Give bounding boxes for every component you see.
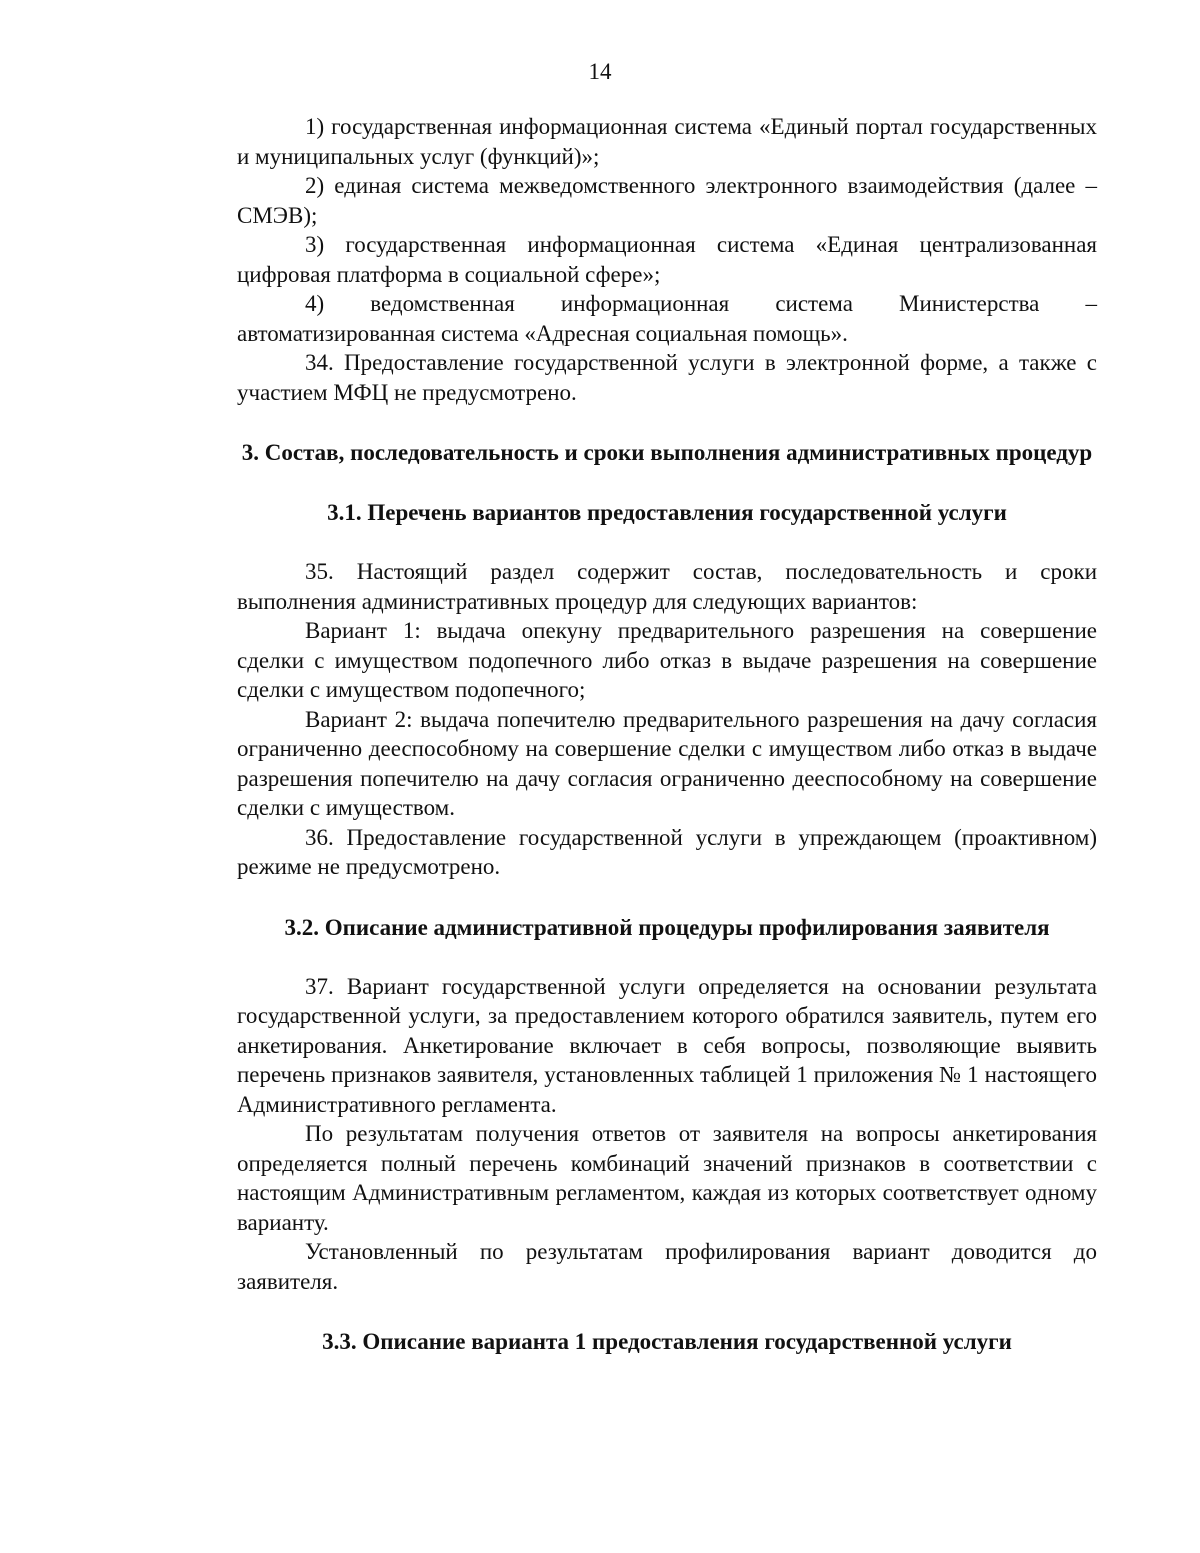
section-3-1-heading: 3.1. Перечень вариантов предоставления государственной услуги: [327, 500, 1007, 525]
section-3-2-heading: 3.2. Описание административной процедуры профилирования заявителя: [284, 914, 1050, 940]
list-item-4: 4) ведомственная информационная система Министерства – автоматизированная система «Адресная социальная помощь».: [237, 291, 1097, 346]
paragraph-37: 37. Вариант государственной услуги определяется на основании результата государственной услуги, за предоставлением которого обратился заявитель, путем его анкетирования. Анкетирование включает в себя вопросы, позволяющие выявить перечень признаков заявителя, установленных таблицей 1 приложения № 1 настоящего Административного регламента.: [237, 973, 1097, 1117]
section-3-3-heading: 3.3. Описание варианта 1 предоставления государственной услуги: [322, 1329, 1012, 1354]
list-item-1: 1) государственная информационная система «Единый портал государственных и муниципальных услуг (функций)»;: [237, 114, 1097, 169]
paragraph-36: 36. Предоставление государственной услуги в упреждающем (проактивном) режиме не предусмотрено.: [237, 824, 1097, 879]
section-3-heading: 3. Состав, последовательность и сроки выполнения административных процедур: [241, 440, 1093, 465]
profiling-result-paragraph: По результатам получения ответов от заявителя на вопросы анкетирования определяется полный перечень комбинаций значений признаков в соответствии с настоящим Административным регламентом, каждая из которых соответствует одному варианту.: [237, 1121, 1097, 1235]
variant-1-text: Вариант 1: выдача опекуну предварительного разрешения на совершение сделки с имуществом подопечного либо отказ в выдаче разрешения на совершение сделки с имуществом подопечного;: [237, 618, 1097, 702]
list-item-3: 3) государственная информационная система «Единая централизованная цифровая платформа в социальной сфере»;: [237, 232, 1097, 287]
list-item-2: 2) единая система межведомственного электронного взаимодействия (далее – СМЭВ);: [237, 173, 1097, 228]
paragraph-35: 35. Настоящий раздел содержит состав, последовательность и сроки выполнения административных процедур для следующих вариантов:: [237, 559, 1097, 614]
page-number: 14: [588, 59, 612, 84]
variant-notification-paragraph: Установленный по результатам профилирования вариант доводится до заявителя.: [237, 1239, 1097, 1294]
variant-2-text: Вариант 2: выдача попечителю предварительного разрешения на дачу согласия ограниченно дееспособному на совершение сделки с имуществом либо отказ в выдаче разрешения попечителю на дачу согласия ограниченно дееспособному на совершение сделки с имуществом.: [237, 706, 1097, 820]
paragraph-34: 34. Предоставление государственной услуги в электронной форме, а также с участием МФЦ не предусмотрено.: [237, 350, 1097, 405]
document-body: [237, 112, 1097, 1386]
